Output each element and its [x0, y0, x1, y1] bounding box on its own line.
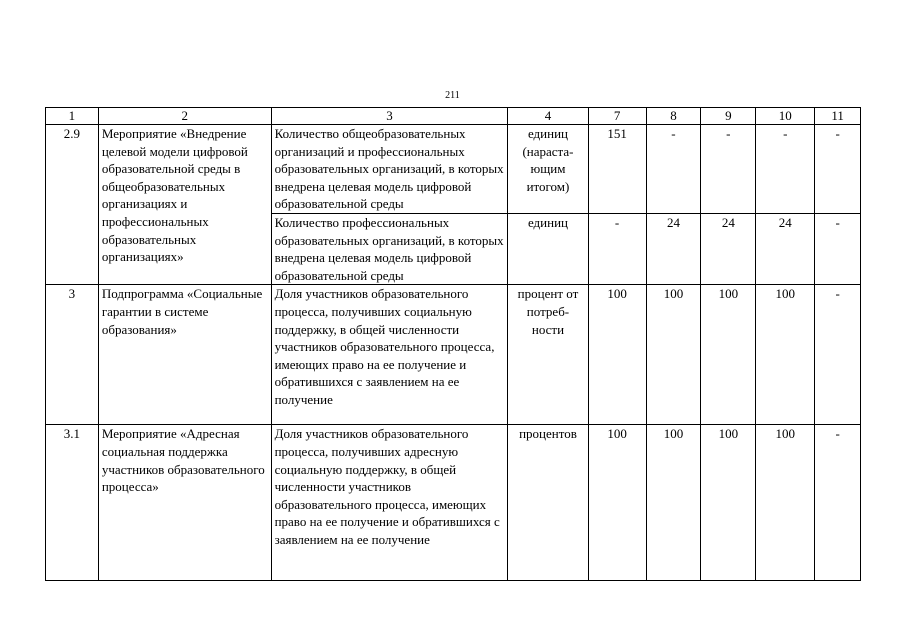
row-number: 3.1: [46, 425, 99, 581]
header-cell: 3: [271, 108, 508, 125]
value-cell-10: -: [756, 125, 815, 214]
value-cell-9: 100: [701, 285, 756, 425]
table-row: [46, 425, 861, 581]
value-cell-11: -: [815, 125, 861, 214]
table-row: [46, 285, 861, 425]
row-number: 2.9: [46, 125, 99, 285]
value-cell-7: 151: [588, 125, 646, 214]
event-name: Мероприятие «Внедрение целевой модели цифровой образовательной среды в общеобразовательных организациях и профессиональных образовательных организациях»: [98, 125, 271, 285]
value-cell-8: 24: [646, 213, 701, 284]
header-cell: 11: [815, 108, 861, 125]
row-number: 3: [46, 285, 99, 425]
page-number: 211: [445, 90, 460, 101]
value-cell-8: 100: [646, 425, 701, 581]
indicators-table: [45, 107, 861, 581]
value-cell-10: 100: [756, 425, 815, 581]
table-row: [46, 125, 861, 214]
value-cell-8: 100: [646, 285, 701, 425]
unit-cell: единиц: [508, 213, 588, 284]
event-name: Мероприятие «Адресная социальная поддержка участников образовательного процесса»: [98, 425, 271, 581]
header-cell: 2: [98, 108, 271, 125]
indicator-name: Доля участников образовательного процесса, получивших адресную социальную поддержку, в общей численности участников образовательного процесса, имеющих право на ее получение и обратившихся с заявлением на ее получение: [271, 425, 508, 581]
header-cell: 4: [508, 108, 588, 125]
unit-cell: процентов: [508, 425, 588, 581]
indicator-name: Количество общеобразовательных организаций и профессиональных образовательных организаций, в которых внедрена целевая модель цифровой образовательной среды: [271, 125, 508, 214]
value-cell-10: 100: [756, 285, 815, 425]
value-cell-9: -: [701, 125, 756, 214]
header-cell: 10: [756, 108, 815, 125]
value-cell-11: -: [815, 285, 861, 425]
event-name: Подпрограмма «Социальные гарантии в системе образования»: [98, 285, 271, 425]
indicator-name: Количество профессиональных образовательных организаций, в которых внедрена целевая модель цифровой образовательной среды: [271, 213, 508, 284]
value-cell-8: -: [646, 125, 701, 214]
value-cell-11: -: [815, 213, 861, 284]
value-cell-10: 24: [756, 213, 815, 284]
value-cell-7: -: [588, 213, 646, 284]
header-cell: 7: [588, 108, 646, 125]
value-cell-9: 24: [701, 213, 756, 284]
unit-cell: единиц (нараста-ющим итогом): [508, 125, 588, 214]
unit-cell: процент от потреб-ности: [508, 285, 588, 425]
value-cell-7: 100: [588, 285, 646, 425]
value-cell-11: -: [815, 425, 861, 581]
header-cell: 9: [701, 108, 756, 125]
table-header-row: [46, 108, 861, 125]
header-cell: 8: [646, 108, 701, 125]
indicator-name: Доля участников образовательного процесса, получивших социальную поддержку, в общей численности участников образовательного процесса, имеющих право на ее получение и обратившихся с заявлением на ее получение: [271, 285, 508, 425]
value-cell-7: 100: [588, 425, 646, 581]
value-cell-9: 100: [701, 425, 756, 581]
header-cell: 1: [46, 108, 99, 125]
